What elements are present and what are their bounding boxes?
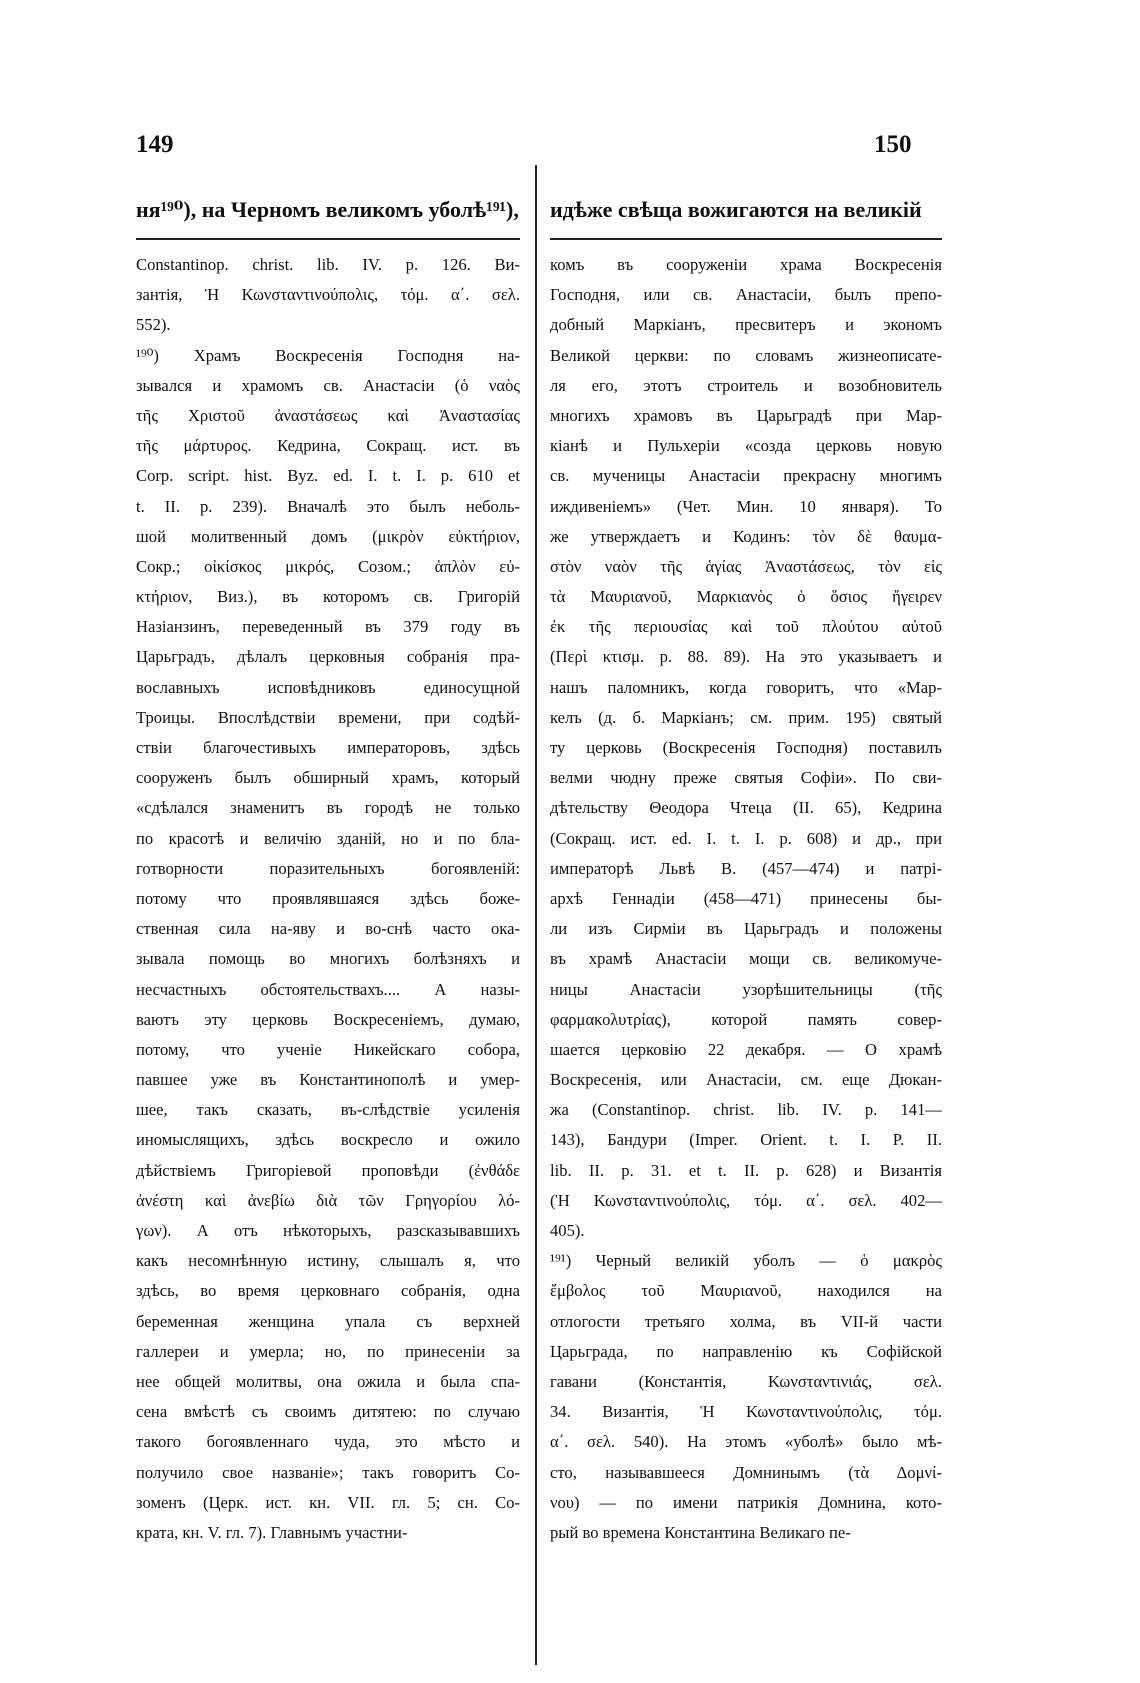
text-line: 143), Бандури (Imper. Orient. t. I. P. II. — [550, 1130, 942, 1150]
text-line: τῆς μάρτυρος. Кедрина, Сокращ. ист. въ — [136, 436, 520, 456]
text-line: многихъ храмовъ въ Царьградѣ при Мар- — [550, 405, 942, 425]
text-line: ¹⁹⁰) Храмъ Воскресенія Господня на- — [136, 345, 520, 365]
text-line: готворности поразительныхъ богоявленій: — [136, 858, 520, 878]
text-line: здѣсь, во время церковнаго собранія, одна — [136, 1281, 520, 1301]
right-footnote-rule — [550, 238, 942, 240]
text-line: (Сокращ. ист. ed. I. t. I. p. 608) и др., при — [550, 828, 942, 848]
text-line: зывался и храмомъ св. Анастасіи (ὁ ναὸς — [136, 375, 520, 395]
text-line: «сдѣлался знаменитъ въ городѣ не только — [136, 798, 520, 818]
text-line: св. мученицы Анастасіи прекрасну многимъ — [550, 466, 942, 486]
text-line: ту церковь (Воскресенія Господня) поставилъ — [550, 738, 942, 757]
text-line: шой молитвенный домъ (μικρὸν εὐκτήριον, — [136, 526, 520, 546]
text-line: архѣ Геннадіи (458—471) принесены бы- — [550, 888, 942, 908]
text-line: Сокр.; οἰκίσκος μικρός, Созом.; ἁπλὸν εὐ- — [136, 556, 520, 576]
text-line: ἐκ τῆς περιουσίας καὶ τοῦ πλούτου αὐτοῦ — [550, 617, 942, 637]
text-line: 552). — [136, 315, 171, 335]
text-line: по красотѣ и величію зданій, но и по бла- — [136, 828, 520, 848]
text-line: Великой церкви: по словамъ жизнеописате- — [550, 345, 942, 365]
text-line: Царьграда, по направленію къ Софійской — [550, 1341, 942, 1361]
text-line: императорѣ Львѣ В. (457—474) и патрі- — [550, 858, 942, 878]
text-line: дѣйствіемъ Григоріевой проповѣди (ἐνθάδε — [136, 1160, 520, 1180]
text-line: ἀνέστη καὶ ἀνεβίω διὰ τῶν Γρηγορίου λό- — [136, 1190, 520, 1210]
text-line: дѣтельству Θеодора Чтеца (II. 65), Кедрина — [550, 798, 942, 818]
text-line: иномыслящихъ, здѣсь воскресло и ожило — [136, 1130, 520, 1150]
text-line: Господня, или св. Анастасіи, былъ препо- — [550, 285, 942, 305]
left-column — [136, 190, 520, 1548]
text-line: зоменъ (Церк. ист. кн. VII. гл. 5; сн. Со- — [136, 1492, 520, 1512]
text-line: комъ въ сооруженіи храма Воскресенія — [550, 255, 942, 274]
text-line: рый во времена Константина Великаго пе- — [550, 1522, 851, 1542]
text-line: гавани (Константія, Κωνσταντινιάς, σελ. — [550, 1371, 942, 1391]
text-line: зывала помощь во многихъ болѣзняхъ и — [136, 949, 520, 969]
text-line: кіанѣ и Пульхеріи «созда церковь новую — [550, 436, 942, 456]
text-line: сто, называвшееся Домнинымъ (τὰ Δομνί- — [550, 1462, 942, 1482]
text-line: Назіанзинъ, переведенный въ 379 году въ — [136, 617, 520, 637]
column-divider — [535, 165, 537, 1665]
text-line: ственная сила на-яву и во-снѣ часто ока- — [136, 919, 520, 939]
text-line: же утверждаетъ и Кодинъ: τὸν δὲ θαυμα- — [550, 526, 942, 546]
text-line: t. II. p. 239). Вначалѣ это былъ неболь- — [136, 496, 520, 516]
text-line: 34. Византія, Ἡ Κωνσταντινούπολις, τόμ. — [550, 1402, 942, 1422]
text-line: ἔμβολος τοῦ Μαυριανοῦ, находился на — [550, 1281, 942, 1301]
text-line: ля его, этотъ строитель и возобновитель — [550, 375, 942, 395]
text-line: велми чюдну преже святыя Софіи». По сви- — [550, 768, 942, 788]
text-line: Царьградъ, дѣлалъ церковныя собранія пра- — [136, 647, 520, 667]
text-line: шается церковію 22 декабря. — О храмѣ — [550, 1039, 942, 1059]
text-line: шее, такъ сказать, въ-слѣдствіе усиленія — [136, 1100, 520, 1120]
text-line: ствіи благочестивыхъ императоровъ, здѣсь — [136, 738, 520, 757]
text-line: Троицы. Впослѣдствіи времени, при содѣй- — [136, 707, 520, 727]
text-line: потому, что ученіе Никейскаго собора, — [136, 1039, 520, 1059]
text-line: нашъ паломникъ, когда говоритъ, что «Мар- — [550, 677, 942, 697]
text-line: τῆς Χριστοῦ ἀναστάσεως καὶ Ἀναστασίας — [136, 405, 520, 425]
text-line: ницы Анастасіи узорѣшительницы (τῆς — [550, 979, 942, 999]
text-line: ваютъ эту церковь Воскресеніемъ, думаю, — [136, 1009, 520, 1029]
text-line: ¹⁹¹) Черный великій уболъ — ὁ μακρὸς — [550, 1251, 942, 1271]
text-line: нее общей молитвы, она ожила и была спа- — [136, 1371, 520, 1391]
text-line: νου) — по имени патрикія Домнина, кото- — [550, 1492, 942, 1512]
text-line: павшее уже въ Константинополѣ и умер- — [136, 1070, 520, 1090]
text-line: какъ несомнѣнную истину, слышалъ я, что — [136, 1251, 520, 1271]
text-line: отлогости третьяго холма, въ VII-й части — [550, 1311, 942, 1331]
text-line: Воскресенія, или Анастасіи, см. еще Дюкан- — [550, 1070, 942, 1090]
text-line: κτήριον, Виз.), въ которомъ св. Григорій — [136, 587, 520, 607]
text-line: Constantinop. christ. lib. IV. p. 126. Ви- — [136, 255, 520, 274]
right-header-text: идѣже свѣща вожигаются на великій — [550, 197, 922, 222]
right-column — [550, 190, 942, 1548]
text-line: (Ἡ Κωνσταντινούπολις, τόμ. α΄. σελ. 402— — [550, 1190, 942, 1210]
text-line: вославныхъ исповѣдниковъ единосущной — [136, 677, 520, 697]
text-line: добный Маркіанъ, пресвитеръ и экономъ — [550, 315, 942, 335]
text-line: στὸν ναὸν τῆς ἁγίας Ἀναστάσεως, τὸν εἰς — [550, 556, 942, 576]
text-line: τὰ Μαυριανοῦ, Μαρκιανὸς ὁ ὅσιος ἤγειρεν — [550, 587, 942, 607]
text-line: такого богоявленнаго чуда, это мѣсто и — [136, 1432, 520, 1452]
left-header-text: ня¹⁹⁰), на Черномъ великомъ уболѣ¹⁹¹), — [136, 197, 519, 222]
text-line: въ храмѣ Анастасіи мощи св. великомуче- — [550, 949, 942, 969]
text-line: 405). — [550, 1221, 585, 1240]
right-footnotes — [550, 250, 942, 1548]
text-line: жа (Constantinop. christ. lib. IV. p. 141— — [550, 1100, 942, 1120]
text-line: Corp. script. hist. Byz. ed. I. t. I. p. 610 et — [136, 466, 520, 486]
text-line: сооруженъ былъ обширный храмъ, который — [136, 768, 520, 788]
text-line: потому что проявлявшаяся здѣсь боже- — [136, 888, 520, 908]
text-line: галлереи и умерла; но, по принесеніи за — [136, 1341, 520, 1361]
page-number-right: 150 — [874, 131, 912, 158]
left-footnote-rule — [136, 238, 520, 240]
text-line: сена вмѣстѣ съ своимъ дитятею: по случаю — [136, 1402, 520, 1422]
text-line: γων). А отъ нѣкоторыхъ, разсказывавшихъ — [136, 1221, 520, 1240]
text-line: (Περὶ κτισμ. p. 88. 89). На это указываетъ и — [550, 647, 942, 667]
page-number-left: 149 — [136, 131, 174, 158]
text-line: келъ (д. б. Маркіанъ; см. прим. 195) святый — [550, 707, 942, 727]
text-line: получило свое названіе»; такъ говоритъ Со- — [136, 1462, 520, 1482]
text-line: φαρμακολυτρίας), которой память совер- — [550, 1009, 942, 1029]
text-line: несчастныхъ обстоятельствахъ.... А назы- — [136, 979, 520, 999]
text-line: крата, кн. V. гл. 7). Главнымъ участни- — [136, 1522, 408, 1542]
text-line: зантія, Ἡ Κωνσταντινούπολις, τόμ. α΄. σελ. — [136, 285, 520, 305]
text-line: иждивеніемъ» (Чет. Мин. 10 января). То — [550, 496, 942, 516]
text-line: α΄. σελ. 540). На этомъ «уболѣ» было мѣ- — [550, 1432, 942, 1452]
text-line: беременная женщина упала съ верхней — [136, 1311, 520, 1331]
left-footnotes — [136, 250, 520, 1548]
text-line: ли изъ Сирміи въ Царьградъ и положены — [550, 919, 942, 939]
text-line: lib. II. p. 31. et t. II. p. 628) и Византія — [550, 1160, 942, 1180]
